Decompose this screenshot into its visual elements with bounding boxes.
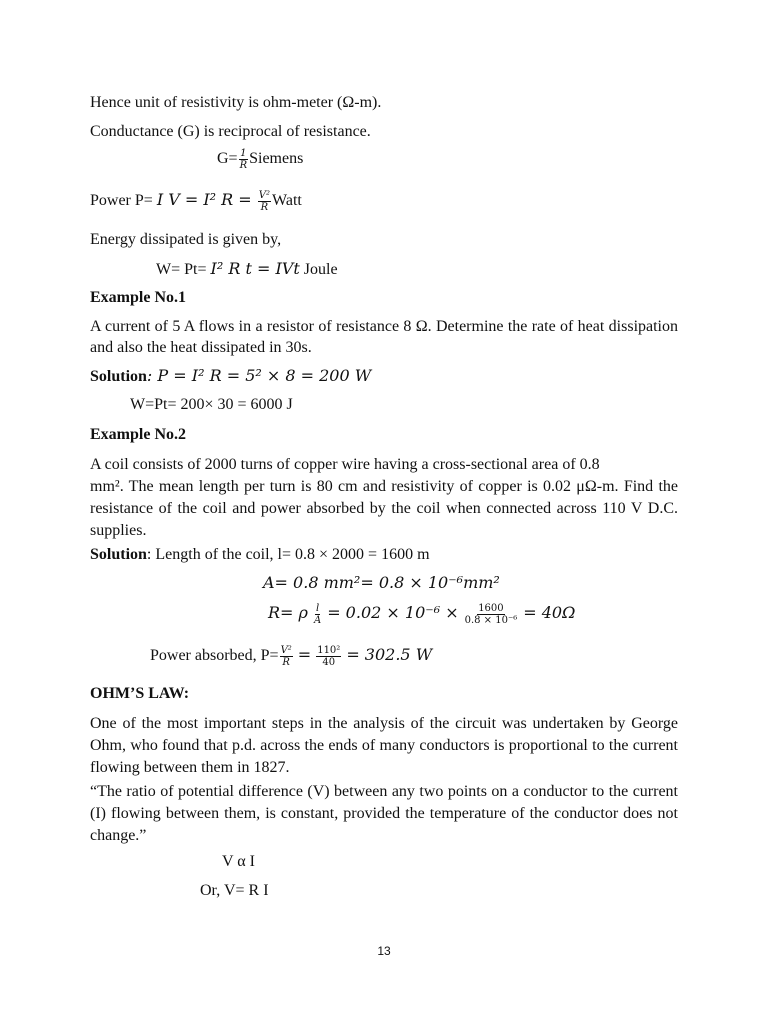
example2-heading: Example No.2 [90,426,186,443]
formula-label: Power absorbed, P= [150,647,279,665]
resistivity-unit-line: Hence unit of resistivity is ohm-meter (Ω-m). [90,94,382,111]
conductance-formula [217,148,303,171]
ohms-law-statement: “The ratio of potential difference (V) between any two points on a conductor to the current (I) flowing between them, is constant, provided the temperature of the conductor does not change.” [90,783,678,844]
fraction-denominator: R [260,202,269,213]
problem-text: Find the resistance of the coil and power absorbed by the coil when connected across 110 V D.C. supplies. [90,478,678,539]
power-formula [90,190,302,213]
formula-text: = [297,645,312,665]
conductance-line: Conductance (G) is reciprocal of resistance. [90,123,371,140]
fraction-denominator: 40 [322,657,336,668]
fraction-numerator: V² [258,190,271,201]
ohms-law-paragraph: One of the most important steps in the analysis of the circuit was undertaken by George Ohm, who found that p.d. across the ends of many conductors is proportional to the current flowing between them in 1827. [90,715,678,776]
solution-label: Solution [90,546,147,563]
fraction [316,645,341,668]
fraction-denominator: A [313,615,322,626]
fraction-denominator: R [282,657,290,668]
formula-label: Power P= [90,192,157,210]
fraction-numerator: V² [280,645,292,656]
fraction [280,645,293,668]
unit-text: Watt [272,192,302,210]
document-page [90,0,678,1024]
solution-text: : Length of the coil, l= 0.8 × 2000 = 1600 m [146,546,430,563]
fraction-numerator: 1 [240,148,247,159]
example1-solution [90,366,371,388]
fraction-numerator: 1600 [478,603,504,614]
fraction [313,603,322,626]
solution-expression: : P = I² R = 5² × 8 = 200 W [146,366,372,385]
resistance-formula [268,603,575,626]
formula-text: = 302.5 W [346,645,433,665]
fraction-denominator: R [239,160,248,171]
fraction [239,148,249,171]
example1-heat-line: W=Pt= 200× 30 = 6000 J [130,396,293,413]
example2-problem [90,454,678,542]
problem-text: A coil consists of 2000 turns of copper wire having a cross-sectional area of 0.8 [90,456,600,473]
fraction-numerator: l [315,603,320,614]
problem-text: mm². The mean length per turn is 80 cm and resistivity of copper is 0.02 μΩ-m. [90,478,619,495]
power-absorbed-formula [150,645,432,668]
example1-problem: A current of 5 A flows in a resistor of resistance 8 Ω. Determine the rate of heat dissipation and also the heat dissipated in 30s. [90,318,678,356]
formula-text: G= [217,150,238,168]
formula-text: R= ρ [268,603,308,623]
area-formula: A= 0.8 mm²= 0.8 × 10⁻⁶mm² [263,573,500,592]
formula-expression: I V = I² R = [156,190,257,210]
example2-solution [90,545,430,566]
energy-formula [156,259,338,281]
ohms-law-formula: Or, V= R I [200,882,269,899]
fraction-numerator: 110² [317,645,341,656]
proportionality-line: V α I [222,853,255,870]
fraction-denominator: 0.8 × 10⁻⁶ [464,615,518,626]
example1-heading: Example No.1 [90,289,186,306]
formula-label: W= Pt= [156,261,211,278]
energy-line: Energy dissipated is given by, [90,231,282,248]
solution-label: Solution [90,368,147,385]
fraction [464,603,519,626]
unit-text: Siemens [249,150,304,168]
ohms-law-heading: OHM’S LAW: [90,685,190,702]
formula-text: = 0.02 × 10⁻⁶ × [327,603,459,623]
unit-text: Joule [299,261,338,278]
formula-expression: I² R t = IVt [210,259,300,278]
page-number: 13 [377,944,391,958]
formula-text: = 40Ω [523,603,576,623]
fraction [258,190,271,213]
